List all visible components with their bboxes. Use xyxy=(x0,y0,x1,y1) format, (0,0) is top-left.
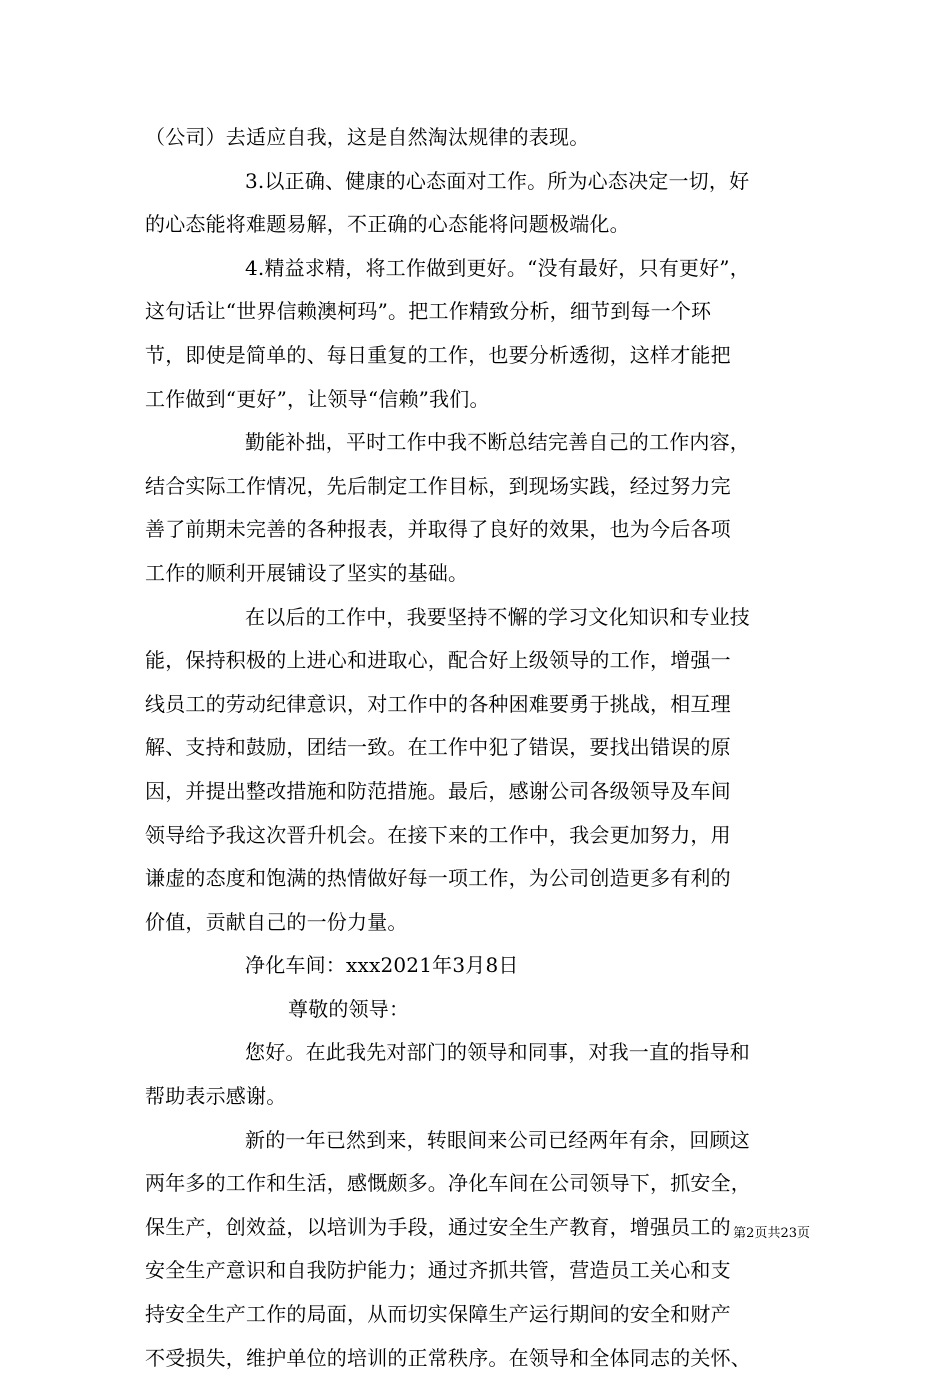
text-line: 工作做到“更好”，让领导“信赖”我们。 xyxy=(145,386,490,411)
text-line: 谦虚的态度和饱满的热情做好每一项工作，为公司创造更多有利的 xyxy=(145,866,731,891)
text-line: 在以后的工作中，我要坚持不懈的学习文化知识和专业技 xyxy=(245,604,750,629)
text-line: 结合实际工作情况，先后制定工作目标，到现场实践，经过努力完 xyxy=(145,473,731,498)
text-line: 价值，贡献自己的一份力量。 xyxy=(145,909,408,934)
text-line: 节，即使是简单的、每日重复的工作，也要分析透彻，这样才能把 xyxy=(145,342,731,367)
text-line: 安全生产意识和自我防护能力；通过齐抓共管，营造员工关心和支 xyxy=(145,1258,731,1283)
text-line: 帮助表示感谢。 xyxy=(145,1084,287,1109)
text-line: 两年多的工作和生活，感慨颇多。净化车间在公司领导下，抓安全， xyxy=(145,1171,751,1196)
text-line: 解、支持和鼓励，团结一致。在工作中犯了错误，要找出错误的原 xyxy=(145,735,731,760)
text-line: 3.以正确、健康的心态面对工作。所为心态决定一切，好 xyxy=(245,168,750,193)
text-line: 尊敬的领导： xyxy=(288,996,410,1021)
document-body xyxy=(145,116,815,1380)
text-line: 您好。在此我先对部门的领导和同事，对我一直的指导和 xyxy=(245,1040,750,1065)
text-line: 领导给予我这次晋升机会。在接下来的工作中，我会更加努力，用 xyxy=(145,822,731,847)
text-line: 保生产，创效益，以培训为手段，通过安全生产教育，增强员工的 xyxy=(145,1214,731,1239)
page-number-footer: 第2页共23页 xyxy=(733,1226,810,1241)
text-line: 勤能补拙，平时工作中我不断总结完善自己的工作内容， xyxy=(245,430,750,455)
text-line: 工作的顺利开展铺设了坚实的基础。 xyxy=(145,560,469,585)
text-line: 净化车间：xxx2021年3月8日 xyxy=(245,953,519,978)
text-line: （公司）去适应自我，这是自然淘汰规律的表现。 xyxy=(145,125,590,149)
text-line: 因，并提出整改措施和防范措施。最后，感谢公司各级领导及车间 xyxy=(145,778,731,803)
text-line: 善了前期未完善的各种报表，并取得了良好的效果，也为今后各项 xyxy=(145,517,731,542)
text-line: 新的一年已然到来，转眼间来公司已经两年有余，回顾这 xyxy=(245,1127,750,1152)
text-line: 线员工的劳动纪律意识，对工作中的各种困难要勇于挑战，相互理 xyxy=(145,691,731,716)
text-line: 这句话让“世界信赖澳柯玛”。把工作精致分析，细节到每一个环 xyxy=(145,299,712,324)
text-line: 不受损失，维护单位的培训的正常秩序。在领导和全体同志的关怀、 xyxy=(145,1345,751,1370)
text-line: 能，保持积极的上进心和进取心，配合好上级领导的工作，增强一 xyxy=(145,648,731,673)
text-line: 4.精益求精，将工作做到更好。“没有最好，只有更好”， xyxy=(245,255,750,280)
text-line: 的心态能将难题易解，不正确的心态能将问题极端化。 xyxy=(145,212,630,237)
text-line: 持安全生产工作的局面，从而切实保障生产运行期间的安全和财产 xyxy=(145,1302,731,1327)
